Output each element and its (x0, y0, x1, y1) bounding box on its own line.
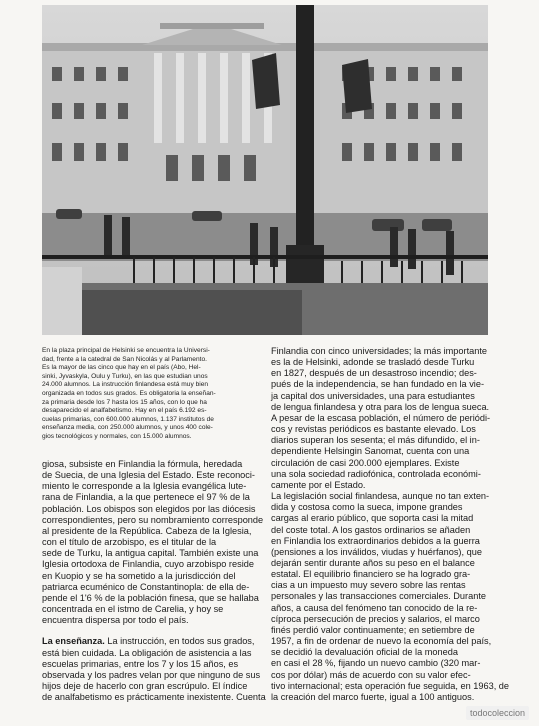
text-line: cias a un impuesto muy severo sobre las rentas (271, 580, 466, 591)
right-text-column (271, 346, 510, 703)
paragraph-education (42, 636, 264, 703)
text-line: giosa, subsiste en Finlandia la fórmula, heredada (42, 459, 243, 469)
caption-line: 24.000 alumnos. La instrucción finlandesa está muy bien (42, 381, 209, 389)
text-line: cos por dólar) más de acuerdo con su valor efec- (271, 669, 471, 680)
text-line: dejarán sentir durante años su peso en el balance (271, 557, 475, 568)
text-line: camente por el Estado. (271, 479, 366, 490)
text-line: dida y costosa como la sueca, impone grandes (271, 502, 463, 513)
text-line: personales y las transacciones comerciales. Durante (271, 591, 486, 602)
text-line: finés perdió valor continuamente; en setiembre de (271, 624, 475, 635)
text-line: de Suecia, de una Iglesia del Estado. Este reconoci- (42, 470, 255, 481)
text-line: del coste total. A los gastos ordinarios se añaden (271, 524, 471, 535)
left-text-column (42, 459, 264, 703)
text-line: tivo internacional; esta operación fue seguida, en 1963, de (271, 680, 510, 691)
text-line: miento le corresponde a la Iglesia evangélica lute- (42, 481, 247, 492)
text-line: estatal. El equilibrio financiero se ha logrado gra- (271, 569, 471, 580)
text-line: ja capital dos universidades, una para estudiantes (271, 390, 475, 401)
caption-line: za primaria desde los 7 hasta los 15 años, con lo que ha (42, 398, 207, 406)
text-line: hijos deje de hacerlo con gran escrúpulo. El índice (42, 680, 248, 691)
text-line: correspondientes, pero su nombramiento corresponde (42, 514, 264, 525)
text-line: es la de Helsinki, adonde se trasladó desde Turku (271, 357, 475, 368)
watermark: todocoleccion (466, 706, 529, 720)
caption-line: En la plaza principal de Helsinki se encuentra la Universi- (42, 347, 210, 354)
caption-line: gios tecnológicos y normales, con 15.000 alumnos. (42, 432, 192, 440)
text-line: la creación del marco fuerte, igual a 100 antiguos. (271, 691, 475, 702)
caption-line: organizada en todos sus grados. Es obligatoria la enseñan- (42, 389, 216, 397)
text-line: cíproca persecución de precios y salarios, el marco (271, 613, 480, 624)
text-line: rana de Finlandia, a la que pertenece el 97 % de la (42, 492, 250, 503)
section-lead: La enseñanza. (42, 636, 105, 647)
text-line: una sola sociedad radiofónica, controlada económi- (271, 468, 481, 479)
text-line: en 1827, después de un desastroso incendio; des- (271, 368, 477, 379)
text-line: se decidió la devaluación oficial de la moneda (271, 647, 458, 658)
text-line: A pesar de la escasa población, el número de periódi- (271, 412, 491, 423)
text-line: está bien cuidada. La obligación de asistencia a las (42, 647, 252, 658)
paragraph-gap (42, 626, 264, 636)
text-line: La enseñanza. La instrucción, en todos sus grados, (42, 636, 255, 647)
text-line: en Kuopio y se ha sometido a la jurisdicción del (42, 570, 236, 581)
text-line: con el título de arzobispo, es el titular de la (42, 537, 217, 548)
text-line: Finlandia con cinco universidades; la más importante (271, 346, 488, 356)
text-line: sede de Turku, la antigua capital. También existe una (42, 548, 259, 559)
text-line: concentrada en el istmo de Carelia, y hoy se (42, 604, 224, 615)
text-line: de lengua finlandesa y otra para los de lengua sueca. (271, 401, 490, 412)
caption-line: dad, frente a la catedral de San Nicolás y al Parlamento. (42, 355, 207, 363)
photo-caption (42, 347, 264, 442)
caption-line: enseñanza media, con 250.000 alumnos, y unos 400 cole- (42, 424, 213, 432)
text-line: encuentra dispersa por todo el país. (42, 615, 189, 626)
photo-illustration (42, 5, 488, 335)
text-line: observada y los padres velan por que ninguno de sus (42, 669, 261, 680)
paragraph-universities (271, 346, 489, 491)
caption-line: Es la mayor de las cinco que hay en el país (Abo, Hel- (42, 364, 201, 372)
text-line: Iglesia ortodoxa de Finlandia, cuyo arzobispo reside (42, 559, 254, 570)
text-line: al presidente de la República. Cabeza de la Iglesia, (42, 525, 252, 536)
paragraph-religion (42, 459, 264, 626)
caption-line: desaparecido el analfabetismo. Hay en el país 6.192 es- (42, 407, 207, 415)
text-line: pués de la independencia, se han fundado en la vie- (271, 379, 485, 390)
text-line: patriarca ecuménico de Constantinopla: de ella de- (42, 581, 250, 592)
helsinki-university-photo (42, 5, 488, 335)
text-line: cos y revistas periódicos es bastante elevado. Los (271, 424, 476, 435)
text-line: años, a causa del fenómeno tan conocido de la re- (271, 602, 478, 613)
text-line: escuelas primarias, entre los 7 y los 15 años, es (42, 658, 239, 669)
caption-line: cuelas primarias, con 600.000 alumnos, 1.137 institutos de (42, 415, 214, 423)
text-line: pende el 1'6 % de la población finesa, que se hallaba (42, 592, 259, 603)
text-line: (pensiones a los inválidos, viudas y huérfanos), que (271, 546, 482, 557)
text-line: La legislación social finlandesa, aunque no tan exten- (271, 491, 490, 502)
text-line: en casi el 28 %, fijando un nuevo cambio (320 mar- (271, 658, 481, 669)
text-line: dependiente Helsingin Sanomat, cuenta con una (271, 446, 470, 457)
text-line: diarios superan los sesenta; el más difundido, el in- (271, 435, 480, 446)
text-line: población. Los obispos son elegidos por las diócesis (42, 503, 256, 514)
text-line: cargas al erario público, que soporta casi la mitad (271, 513, 474, 524)
text-line: en Finlandia los extraordinarios debidos a la guerra (271, 535, 480, 546)
text-line: circulación de casi 200.000 ejemplares. Existe (271, 457, 460, 468)
caption-line: sinki, Jyvaskyla, Oulu y Turku), en las que estudian unos (42, 372, 208, 380)
text-line: 1957, a fin de ordenar de nuevo la economía del país, (271, 636, 492, 647)
paragraph-social-legislation (271, 491, 510, 703)
text-line: de analfabetismo es prácticamente inexistente. Cuenta (42, 692, 266, 703)
